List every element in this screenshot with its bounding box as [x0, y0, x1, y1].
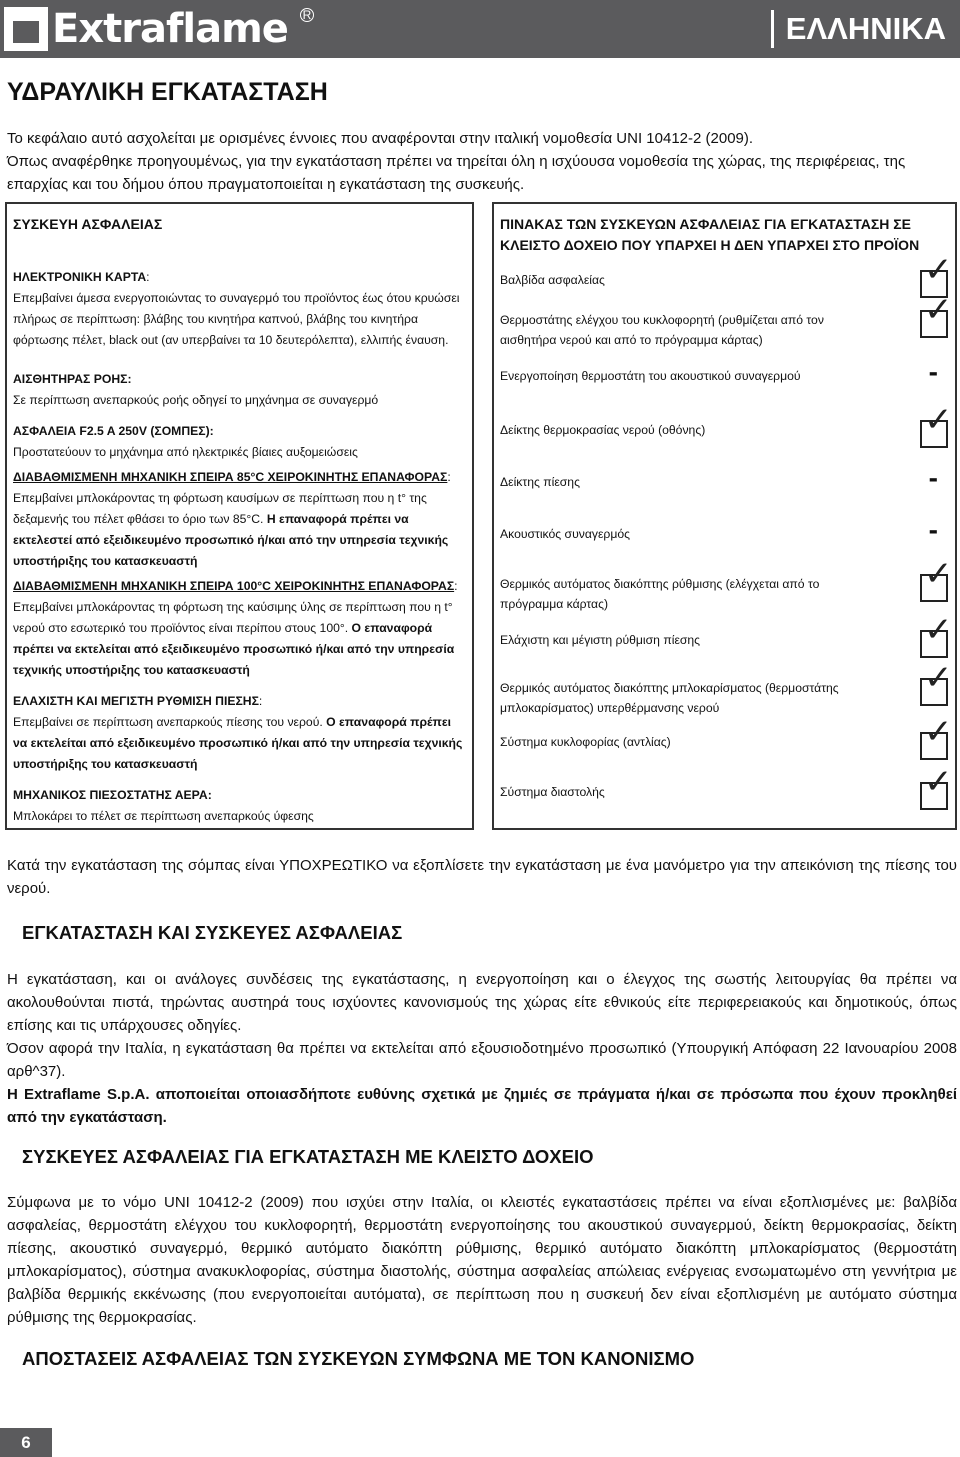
safety-table-row [500, 678, 948, 718]
safety-table-row [500, 420, 948, 460]
safety-table-row [500, 462, 948, 512]
not-present-mark: - [928, 514, 938, 545]
installation-p2: Όσον αφορά την Ιταλία, η εγκατάσταση θα πρέπει να εκτελείται από εξουσιοδοτημένο προσωπικό (Υπουργική Απόφαση 22 Ιανουαρίου 2008 αρθ^37). [7, 1040, 957, 1080]
coil-100-heading: ΔΙΑΒΑΘΜΙΣΜΕΝΗ ΜΗΧΑΝΙΚΗ ΣΠΕΙΡΑ 100°C ΧΕΙΡΟΚΙΝΗΤΗΣ ΕΠΑΝΑΦΟΡΑΣ [13, 579, 455, 593]
safety-table-row [500, 356, 948, 406]
coil-100-bold: Ο επαναφορά πρέπει να εκτελείται από εξειδικευμένο προσωπικό ή/και από την υπηρεσία τεχνικής υποστήριξης του κατασκευαστή [13, 621, 455, 677]
pressure-bold: Ο επαναφορά πρέπει να εκτελείται από εξειδικευμένο προσωπικό ή/και από την υπηρεσία τεχνικής υποστήριξης του κατασκευαστή [13, 715, 463, 771]
checkbox-checked-icon [920, 630, 948, 658]
fuse-heading: ΑΣΦΑΛΕΙΑ F2.5 A 250V (ΣΟΜΠΕΣ): [13, 424, 214, 438]
checkbox-checked-icon [920, 678, 948, 706]
electronic-card-heading: ΗΛΕΚΤΡΟΝΙΚΗ ΚΑΡΤΑ [13, 270, 147, 284]
intro [7, 127, 957, 196]
checkbox-checked-icon [920, 310, 948, 338]
checkbox-checked-icon [920, 574, 948, 602]
electronic-card-section: ΗΛΕΚΤΡΟΝΙΚΗ ΚΑΡΤΑ: Επεμβαίνει άμεσα ενεργοποιώντας το συναγερμό του προϊόντος έως ότου κρυώσει πλήρως σε περίπτωση: βλάβης του κινητήρα καπνού, βλάβης του κινητήρα φόρτωσης πέλετ, black out (αν υπερβαίνει τα 10 δευτερόλεπτα), ελλιπής έναυση. [13, 270, 460, 347]
safety-device-label: Ακουστικός συναγερμός [500, 527, 631, 541]
checkbox-checked-icon [920, 782, 948, 810]
manometer-note: Κατά την εγκατάσταση της σόμπας είναι ΥΠΟΧΡΕΩΤΙΚΟ να εξοπλίσετε την εγκατάσταση με ένα μανόμετρο για την απεικόνιση της πίεσης του νερού. [7, 857, 957, 897]
safety-table-row [500, 732, 948, 772]
not-present-mark: - [928, 356, 938, 387]
installation-text [7, 968, 957, 1129]
safety-device-label: Θερμικός αυτόματος διακόπτης ρύθμισης (ελέγχεται από το πρόγραμμα κάρτας) [500, 577, 820, 611]
air-pressure-text: Μπλοκάρει το πέλετ σε περίπτωση ανεπαρκούς ύφεσης [13, 809, 314, 823]
not-present-mark: - [928, 462, 938, 493]
safety-table-row [500, 574, 948, 614]
intro-line-2: Όπως αναφέρθηκε προηγουμένως, για την εγκατάσταση πρέπει να τηρείται όλη η ισχύουσα νομοθεσία της χώρας, της περιφέρειας, της επαρχίας και του δήμου όπου πραγματοποιείται η εγκατάσταση της συσκευής. [7, 153, 906, 193]
coil-100-text: Επεμβαίνει μπλοκάροντας τη φόρτωση της καύσιμης ύλης σε περίπτωση που η t° νερού στο εσωτερικό του προϊόντος είναι περίπου στους 100°. [13, 600, 453, 635]
section-title-closed-vessel: ΣΥΣΚΕΥΕΣ ΑΣΦΑΛΕΙΑΣ ΓΙΑ ΕΓΚΑΤΑΣΤΑΣΗ ΜΕ ΚΛΕΙΣΤΟ ΔΟΧΕΙΟ [22, 1146, 594, 1167]
safety-devices-heading: ΣΥΣΚΕΥΗ ΑΣΦΑΛΕΙΑΣ [13, 216, 163, 232]
pressure-text: Επεμβαίνει σε περίπτωση ανεπαρκούς πίεσης του νερού. [13, 715, 323, 729]
safety-table-row [500, 514, 948, 564]
safety-table-row [500, 310, 948, 350]
coil-85-section: ΔΙΑΒΑΘΜΙΣΜΕΝΗ ΜΗΧΑΝΙΚΗ ΣΠΕΙΡΑ 85°C ΧΕΙΡΟΚΙΝΗΤΗΣ ΕΠΑΝΑΦΟΡΑΣ: Επεμβαίνει μπλοκάροντας τη φόρτωση καυσίμων σε περίπτωση που η t° της δεξαμενής του πέλετ φθάσει το όριο των 85°C. Η επαναφορά πρέπει να εκτελεστεί από εξειδικευμένο προσωπικό ή/και από την υπηρεσία τεχνικής υποστήριξης του κατασκευαστή [13, 470, 451, 568]
fuse-section [13, 421, 466, 463]
registered-icon: R [300, 8, 314, 22]
safety-table-row [500, 782, 948, 822]
safety-device-label: Θερμοστάτης ελέγχου του κυκλοφορητή (ρυθμίζεται από τον αισθητήρα νερού και από το πρόγραμμα κάρτας) [500, 313, 824, 347]
coil-85-heading: ΔΙΑΒΑΘΜΙΣΜΕΝΗ ΜΗΧΑΝΙΚΗ ΣΠΕΙΡΑ 85°C ΧΕΙΡΟΚΙΝΗΤΗΣ ΕΠΑΝΑΦΟΡΑΣ [13, 470, 448, 484]
closed-vessel-text [7, 1191, 957, 1329]
safety-device-label: Ενεργοποίηση θερμοστάτη του ακουστικού συναγερμού [500, 369, 801, 383]
fuse-text: Προστατεύουν το μηχάνημα από ηλεκτρικές βίαιες αυξομειώσεις [13, 445, 358, 459]
safety-device-label: Σύστημα κυκλοφορίας (αντλίας) [500, 735, 671, 749]
air-pressure-heading: ΜΗΧΑΝΙΚΟΣ ΠΙΕΣΟΣΤΑΤΗΣ ΑΕΡΑ: [13, 788, 212, 802]
closed-vessel-p1: Σύμφωνα με το νόμο UNI 10412-2 (2009) που ισχύει στην Ιταλία, οι κλειστές εγκαταστάσεις πρέπει να είναι εξοπλισμένες με: βαλβίδα ασφαλείας, θερμοστάτη ελέγχου του κυκλοφορητή, θερμοστάτη ενεργοποίησης του ακουστικού συναγερμού, δείκτη θερμοκρασίας, δείκτη πίεσης, ακουστικό συναγερμό, θερμικό αυτόματο διακόπτη ρύθμισης, θερμικό αυτόματο διακόπτη μπλοκαρίσματος (θερμοστάτη μπλοκαρίσματος), σύστημα ανακυκλοφορίας, σύστημα διαστολής, σύστημα ασφαλείας απώλειας ενέργειας ενσωματωμένο στη γεννήτρια με βαλβίδα θερμικής εκκένωσης (που ενεργοποιείται αυτόματα), σε περίπτωση που η συσκευή δεν είναι εξοπλισμένη με αυτόματο σύστημα ρύθμισης της θερμοκρασίας. [7, 1194, 957, 1326]
safety-table-row [500, 270, 948, 310]
safety-devices-box [5, 202, 474, 830]
page-header [0, 0, 960, 58]
coil-100-section: ΔΙΑΒΑΘΜΙΣΜΕΝΗ ΜΗΧΑΝΙΚΗ ΣΠΕΙΡΑ 100°C ΧΕΙΡΟΚΙΝΗΤΗΣ ΕΠΑΝΑΦΟΡΑΣ: Επεμβαίνει μπλοκάροντας τη φόρτωση της καύσιμης ύλης σε περίπτωση που η t° νερού στο εσωτερικό του προϊόντος είναι περίπου στους 100°. Ο επαναφορά πρέπει να εκτελείται από εξειδικευμένο προσωπικό ή/και από την υπηρεσία τεχνικής υποστήριξης του κατασκευαστή [13, 579, 458, 677]
brand-name: Extraflame [52, 6, 288, 52]
brand-logo [4, 6, 288, 52]
page-number: 6 [0, 1428, 52, 1457]
safety-device-label: Θερμικός αυτόματος διακόπτης μπλοκαρίσματος (θερμοστάτης μπλοκαρίσματος) υπερθέρμανσης νερού [500, 681, 839, 715]
safety-device-label: Βαλβίδα ασφαλείας [500, 273, 605, 287]
flow-sensor-section [13, 369, 466, 411]
safety-device-label: Δείκτης πίεσης [500, 475, 580, 489]
brand-mark-icon [4, 7, 48, 51]
pressure-heading: ΕΛΑΧΙΣΤΗ ΚΑΙ ΜΕΓΙΣΤΗ ΡΥΘΜΙΣΗ ΠΙΕΣΗΣ [13, 694, 259, 708]
safety-table-heading: ΠΙΝΑΚΑΣ ΤΩΝ ΣΥΣΚΕΥΩΝ ΑΣΦΑΛΕΙΑΣ ΓΙΑ ΕΓΚΑΤΑΣΤΑΣΗ ΣΕ ΚΛΕΙΣΤΟ ΔΟΧΕΙΟ ΠΟΥ ΥΠΑΡΧΕΙ Η ΔΕΝ ΥΠΑΡΧΕΙ ΣΤΟ ΠΡΟΪΟΝ [500, 216, 920, 253]
electronic-card-text: Επεμβαίνει άμεσα ενεργοποιώντας το συναγερμό του προϊόντος έως ότου κρυώσει πλήρως σε περίπτωση: βλάβης του κινητήρα καπνού, βλάβης του κινητήρα φόρτωσης πέλετ, black out (αν υπερβαίνει τα 10 δευτερόλεπτα), ελλιπής έναυση. [13, 291, 460, 347]
air-pressure-section [13, 785, 466, 827]
checkbox-checked-icon [920, 732, 948, 760]
safety-device-label: Σύστημα διαστολής [500, 785, 605, 799]
section-title-distances: ΑΠΟΣΤΑΣΕΙΣ ΑΣΦΑΛΕΙΑΣ ΤΩΝ ΣΥΣΚΕΥΩΝ ΣΥΜΦΩΝΑ ΜΕ ΤΟΝ ΚΑΝΟΝΙΣΜΟ [22, 1348, 695, 1369]
flow-sensor-heading: ΑΙΣΘΗΤΗΡΑΣ ΡΟΗΣ: [13, 372, 132, 386]
safety-table-row [500, 630, 948, 670]
installation-p1: Η εγκατάσταση, και οι ανάλογες συνδέσεις της εγκατάστασης, η ενεργοποίηση και ο έλεγχος της σωστής λειτουργίας θα πρέπει να ακολουθούνται πιστά, τηρώντας αυστηρά τους ισχύοντες κανονισμούς της χώρας είτε εθνικούς είτε περιφερειακούς και δημοτικούς, όπως επίσης και τις υπάρχουσες οδηγίες. [7, 971, 957, 1034]
safety-device-label: Ελάχιστη και μέγιστη ρύθμιση πίεσης [500, 633, 701, 647]
checkbox-checked-icon [920, 420, 948, 448]
safety-table-box [492, 202, 957, 830]
language-label: ΕΛΛΗΝΙΚΑ [771, 10, 946, 48]
coil-85-bold: Η επαναφορά πρέπει να εκτελεστεί από εξειδικευμένο προσωπικό ή/και από την υπηρεσία τεχνικής υποστήριξης του κατασκευαστή [13, 512, 449, 568]
safety-device-label: Δείκτης θερμοκρασίας νερού (οθόνης) [500, 423, 706, 437]
intro-line-1: Το κεφάλαιο αυτό ασχολείται με ορισμένες έννοιες που αναφέρονται στην ιταλική νομοθεσία UNI 10412-2 (2009). [7, 130, 754, 147]
section-title-installation: ΕΓΚΑΤΑΣΤΑΣΗ ΚΑΙ ΣΥΣΚΕΥΕΣ ΑΣΦΑΛΕΙΑΣ [22, 922, 403, 943]
flow-sensor-text: Σε περίπτωση ανεπαρκούς ροής οδηγεί το μηχάνημα σε συναγερμό [13, 393, 379, 407]
pressure-section: ΕΛΑΧΙΣΤΗ ΚΑΙ ΜΕΓΙΣΤΗ ΡΥΘΜΙΣΗ ΠΙΕΣΗΣ: Επεμβαίνει σε περίπτωση ανεπαρκούς πίεσης του νερού. Ο επαναφορά πρέπει να εκτελείται από εξειδικευμένο προσωπικό ή/και από την υπηρεσία τεχνικής υποστήριξης του κατασκευαστή [13, 694, 463, 771]
coil-85-text: Επεμβαίνει μπλοκάροντας τη φόρτωση καυσίμων σε περίπτωση που η t° της δεξαμενής του πέλετ φθάσει το όριο των 85°C. [13, 491, 427, 526]
installation-p3: Η Extraflame S.p.A. αποποιείται οποιασδήποτε ευθύνης σχετικά με ζημιές σε πράγματα ή/και σε πρόσωπα που έχουν προκληθεί από την εγκατάσταση. [7, 1086, 957, 1126]
page-title: ΥΔΡΑΥΛΙΚΗ ΕΓΚΑΤΑΣΤΑΣΗ [7, 78, 328, 106]
